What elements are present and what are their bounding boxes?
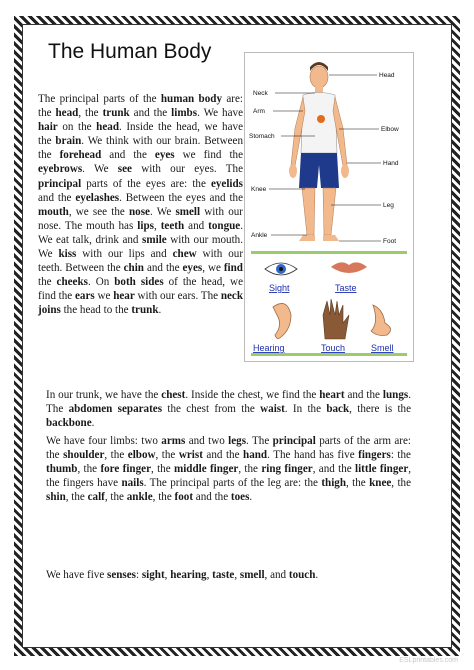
label-knee: Knee xyxy=(251,186,267,193)
bold-term: limbs xyxy=(171,107,198,120)
paragraph-senses: We have five senses: sight, hearing, taste, smell, and touch. xyxy=(46,569,319,581)
bold-term: elbow xyxy=(127,449,156,462)
bold-term: calf xyxy=(87,491,105,504)
caption-sight: Sight xyxy=(269,283,290,293)
bold-term: abdomen separates xyxy=(68,403,163,416)
bold-term: eyelids xyxy=(210,177,243,190)
bold-term: thumb xyxy=(46,463,78,476)
bold-term: toes xyxy=(230,491,250,504)
bold-term: principal xyxy=(38,177,82,190)
bold-term: brain xyxy=(55,135,82,148)
bold-term: thigh xyxy=(321,477,347,490)
page-title: The Human Body xyxy=(48,40,212,63)
caption-taste: Taste xyxy=(335,283,357,293)
bold-term: fingers xyxy=(358,449,391,462)
paragraph-trunk: In our trunk, we have the chest. Inside the chest, we find the heart and the lungs. The abdomen separates the chest from the waist. In the back, there is the backbone. xyxy=(46,389,412,430)
bold-term: ankle xyxy=(126,491,153,504)
body-diagram xyxy=(245,53,413,361)
bold-term: eyes xyxy=(182,262,203,275)
bold-term: knee xyxy=(369,477,392,490)
label-hand: Hand xyxy=(383,160,399,167)
bold-term: chest xyxy=(161,389,186,401)
bold-term: head xyxy=(96,121,119,134)
bold-term: eyes xyxy=(154,149,175,162)
bold-term: wrist xyxy=(178,449,203,462)
bold-term: both sides xyxy=(114,276,164,289)
bold-term: hand xyxy=(243,449,268,462)
bold-term: teeth xyxy=(160,219,185,232)
bold-term: lips xyxy=(137,219,154,232)
bold-term: taste xyxy=(212,569,235,581)
divider-bottom xyxy=(251,353,407,356)
bold-term: nails xyxy=(121,477,144,490)
bold-term: middle finger xyxy=(173,463,239,476)
bold-term: trunk xyxy=(102,107,130,120)
bold-term: nose xyxy=(129,205,150,218)
bold-term: eyebrows xyxy=(38,163,83,176)
bold-term: kiss xyxy=(58,248,77,261)
bold-term: hear xyxy=(113,290,135,303)
label-stomach: Stomach xyxy=(249,133,275,140)
bold-term: head xyxy=(55,107,79,120)
caption-hearing: Hearing xyxy=(253,343,285,353)
bold-term: see xyxy=(117,163,132,176)
bold-term: trunk xyxy=(131,304,159,317)
bold-term: principal xyxy=(272,435,316,447)
bold-term: tongue xyxy=(208,219,241,232)
bold-term: ears xyxy=(74,290,95,303)
bold-term: shin xyxy=(46,491,66,504)
bold-term: waist xyxy=(260,403,285,416)
hand-icon xyxy=(323,299,349,339)
bold-term: chew xyxy=(172,248,197,261)
bold-term: back xyxy=(326,403,350,416)
paragraph-limbs: We have four limbs: two arms and two legs. The principal parts of the arm are: the shoulder, the elbow, the wrist and the hand. The hand has five fingers: the thumb, the fore finger, the middle finger, the ring finger, and the little finger, the fingers have nails. The principal parts of the leg are: the thigh, the knee, the shin, the calf, the ankle, the foot and the toes. xyxy=(46,435,412,504)
label-head: Head xyxy=(379,72,395,79)
lips-icon xyxy=(331,262,367,273)
label-arm: Arm xyxy=(253,108,265,115)
bold-term: fore finger xyxy=(100,463,151,476)
label-leg: Leg xyxy=(383,202,394,209)
bold-term: legs xyxy=(228,435,247,447)
bold-term: find xyxy=(223,262,243,275)
caption-touch: Touch xyxy=(321,343,346,353)
label-elbow: Elbow xyxy=(381,126,399,133)
caption-smell: Smell xyxy=(371,343,394,353)
watermark: ESLprintables.com xyxy=(399,657,458,664)
eye-icon xyxy=(265,263,297,275)
bold-term: neck joins xyxy=(38,290,244,317)
bold-term: smile xyxy=(142,233,167,246)
bold-term: senses xyxy=(107,569,136,581)
paragraph-head: The principal parts of the human body are: the head, the trunk and the limbs. We have hair on the head. Inside the head, we have the brain. We think with our brain. Between the forehead and the eyes we find the eyebrows. We see with our eyes. The principal parts of the eyes are: the eyelids and the eyelashes. Between the eyes and the mouth, we see the nose. We smell with our nose. The mouth has lips, teeth and tongue. We eat talk, drink and smile with our mouth. We kiss with our lips and chew with our teeth. Between the chin and the eyes, we find the cheeks. On both sides of the head, we find the ears we hear with our ears. The neck joins the head to the trunk. xyxy=(38,93,244,317)
human-figure-illustration xyxy=(289,62,349,241)
bold-term: foot xyxy=(174,491,194,504)
label-neck: Neck xyxy=(253,90,268,97)
bold-term: smell xyxy=(175,205,201,218)
divider-top xyxy=(251,251,407,254)
bold-term: chin xyxy=(123,262,144,275)
bold-term: smell xyxy=(239,569,265,581)
ear-icon xyxy=(273,303,291,338)
bold-term: arms xyxy=(161,435,186,447)
bold-term: mouth xyxy=(38,205,69,218)
bold-term: human body xyxy=(160,93,222,105)
bold-term: cheeks xyxy=(56,276,88,289)
bold-term: shoulder xyxy=(63,449,105,462)
bold-term: little finger xyxy=(355,463,409,476)
bold-term: hearing xyxy=(170,569,207,581)
bold-term: eyelashes xyxy=(75,191,120,204)
label-ankle: Ankle xyxy=(251,232,268,239)
label-foot: Foot xyxy=(383,238,397,245)
body-parts-figure xyxy=(244,52,414,362)
nose-icon xyxy=(371,305,391,336)
bold-term: touch xyxy=(288,569,316,581)
bold-term: heart xyxy=(319,389,345,401)
bold-term: sight xyxy=(141,569,165,581)
bold-term: backbone xyxy=(46,417,92,430)
bold-term: hair xyxy=(38,121,58,134)
bold-term: forehead xyxy=(59,149,102,162)
bold-term: ring finger xyxy=(261,463,313,476)
bold-term: lungs xyxy=(382,389,409,401)
